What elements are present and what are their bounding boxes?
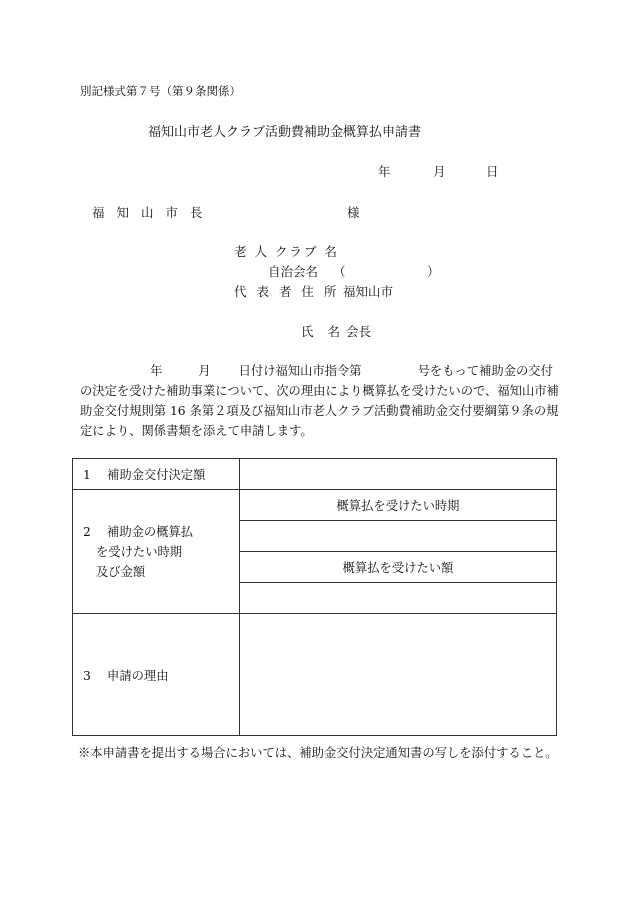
amount-header: 概算払を受けたい額 (240, 552, 557, 583)
representative-address-label: 代 表 者 住 所 (234, 284, 340, 299)
date-month: 月 (433, 164, 446, 179)
body-year-word: 年 (150, 364, 163, 378)
recipient-honorific: 様 (347, 205, 360, 220)
body-text-a: 日付け福知山市指令第 (238, 364, 362, 378)
date-year: 年 (378, 164, 391, 179)
timing-amount-label-line3: 及び金額 (96, 564, 146, 579)
document-title: 福知山市老人クラブ活動費補助金概算払申請書 (148, 125, 422, 140)
association-open-paren: （ (333, 264, 346, 279)
timing-header: 概算払を受けたい時期 (240, 490, 557, 521)
attachment-note: ※本申請書を提出する場合においては、補助金交付決定通知書の写しを添付すること。 (78, 746, 558, 760)
timing-value-cell (240, 521, 557, 552)
decision-amount-cell (240, 459, 557, 490)
form-number: 別記様式第７号（第９条関係） (80, 84, 241, 98)
club-name-label: 老 人 クラブ 名 (234, 244, 339, 259)
association-close-paren: ） (427, 264, 440, 279)
timing-amount-label-line1: 2 補助金の概算払 (83, 524, 194, 539)
reason-cell (240, 614, 557, 736)
recipient-name: 福 知 山 市 長 (92, 205, 207, 220)
reason-label: 3 申請の理由 (73, 614, 240, 736)
timing-amount-label-line2: を受けたい時期 (96, 544, 183, 559)
representative-name-value: 会長 (346, 324, 372, 339)
body-month-word: 月 (198, 364, 211, 378)
amount-value-cell (240, 583, 557, 614)
body-text-b: 号をもって補助金の交付の決定を受けた補助事業について、次の理由により概算払を受けたいので、福知山市補助金交付規則第 16 条第２項及び福知山市老人クラブ活動費補助金交付要綱第９条の規定により、関係書類を添えて申請します。 (80, 364, 559, 438)
representative-name-label: 氏 名 (301, 324, 345, 339)
application-table (72, 458, 557, 736)
application-body (80, 361, 560, 441)
date-day: 日 (486, 164, 499, 179)
representative-address-value: 福知山市 (343, 284, 394, 299)
association-name-label: 自治会名 (268, 264, 319, 279)
timing-amount-label (73, 490, 240, 614)
decision-amount-label: 1 補助金交付決定額 (73, 459, 240, 490)
